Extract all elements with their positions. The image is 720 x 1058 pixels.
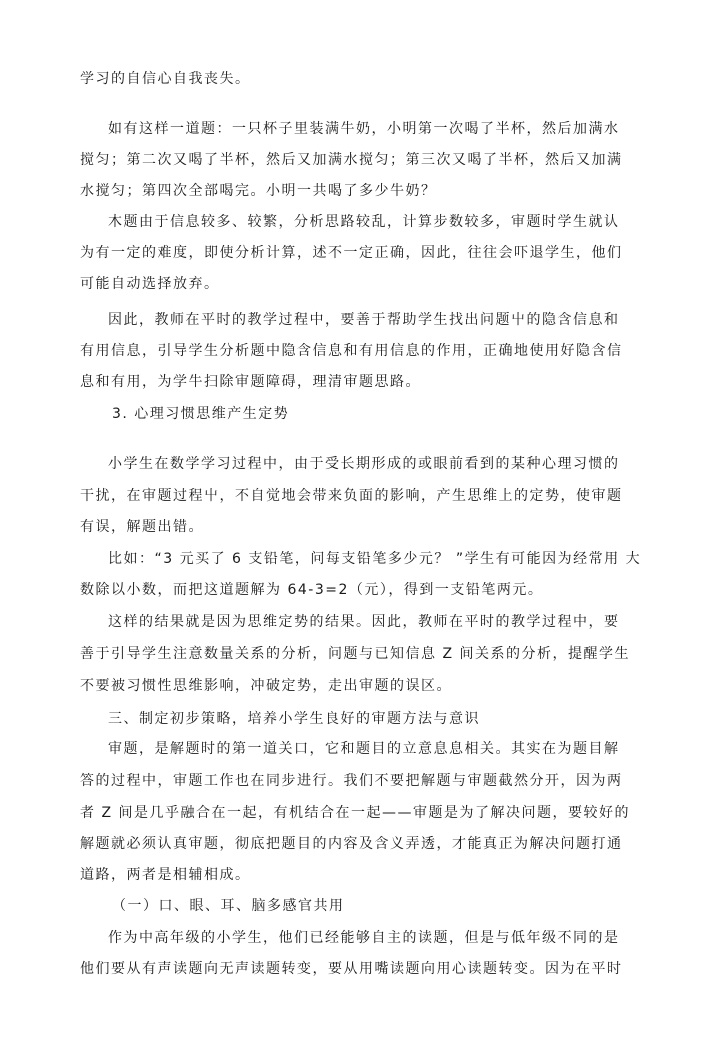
subsection-heading: （一）口、眼、耳、脑多感官共用 — [112, 898, 345, 914]
paragraph-line: 木题由于信息较多、较繁，分析思路较乱，计算步数较多，审题时学生就认 — [108, 214, 620, 230]
paragraph-line: 不要被习惯性思维影响，冲破定势，走出审题的误区。 — [80, 678, 452, 694]
paragraph-line: 比如：“3 元买了 6 支铅笔，问每支铅笔多少元？ ”学生有可能因为经常用 大 — [108, 551, 642, 567]
paragraph-line: 搅匀；第二次又喝了半杯，然后又加满水搅匀；第三次又喝了半杯，然后又加满 — [80, 152, 623, 168]
paragraph-line: 如有这样一道题：一只杯子里装满牛奶，小明第一次喝了半杯，然后加满水 — [108, 121, 620, 137]
paragraph-line: 者 Z 间是几乎融合在一起，有机结合在一起——审题是为了解决问题，要较好的 — [80, 805, 630, 821]
section-heading: 3. 心理习惯思维产生定势 — [112, 406, 290, 422]
paragraph-line: 学习的自信心自我丧失。 — [80, 71, 251, 87]
paragraph-line: 有用信息，引导学生分析题中隐含信息和有用信息的作用，正确地使用好隐含信 — [80, 343, 623, 359]
paragraph-line: 这样的结果就是因为思维定势的结果。因此，教师在平时的教学过程中，要 — [108, 614, 620, 630]
paragraph-line: 道路，两者是相辅相成。 — [80, 867, 251, 883]
paragraph-line: 有误，解题出错。 — [80, 519, 204, 535]
paragraph-line: 水搅匀；第四次全部喝完。小明一共喝了多少牛奶？ — [80, 183, 437, 199]
paragraph-line: 为有一定的难度，即使分析计算，述不一定正确，因此，往往会吓退学生，他们 — [80, 245, 623, 261]
paragraph-line: 审题，是解题时的第一道关口，它和题目的立意息息相关。其实在为题目解 — [108, 741, 620, 757]
paragraph-line: 可能自动选择放弃。 — [80, 276, 220, 292]
paragraph-line: 数除以小数，而把这道题解为 64-3=2（元），得到一支铅笔两元。 — [80, 582, 544, 598]
paragraph-line: 息和有用，为学牛扫除审题障碍，理清审题思路。 — [80, 374, 421, 390]
paragraph-line: 解题就必须认真审题，彻底把题目的内容及含义弄透，才能真正为解决问题打通 — [80, 836, 623, 852]
paragraph-line: 答的过程中，审题工作也在同步进行。我们不要把解题与审题截然分开，因为两 — [80, 773, 623, 789]
paragraph-line: 因此，教师在平时的教学过程中，要善于帮助学生找出问题屮的隐含信息和 — [108, 312, 620, 328]
paragraph-line: 善于引导学生注意数量关系的分析，问题与已知信息 Z 间关系的分析，提醒学生 — [80, 646, 630, 662]
paragraph-line: 他们要从有声读题向无声读题转变，要从用嘴读题向用心读题转变。因为在平时 — [80, 961, 623, 977]
paragraph-line: 作为中高年级的小学生，他们已经能够自主的读题，但是与低年级不同的是 — [108, 930, 620, 946]
paragraph-line: 干扰，在审题过程屮，不自觉地会带来负面的影响，产生思维上的定势，使审题 — [80, 488, 623, 504]
paragraph-line: 小学生在数学学习过程中，由于受长期形成的或眼前看到的某种心理习惯的 — [108, 456, 620, 472]
section-heading: 三、制定初步策略，培养小学生良好的审题方法与意识 — [108, 711, 480, 727]
